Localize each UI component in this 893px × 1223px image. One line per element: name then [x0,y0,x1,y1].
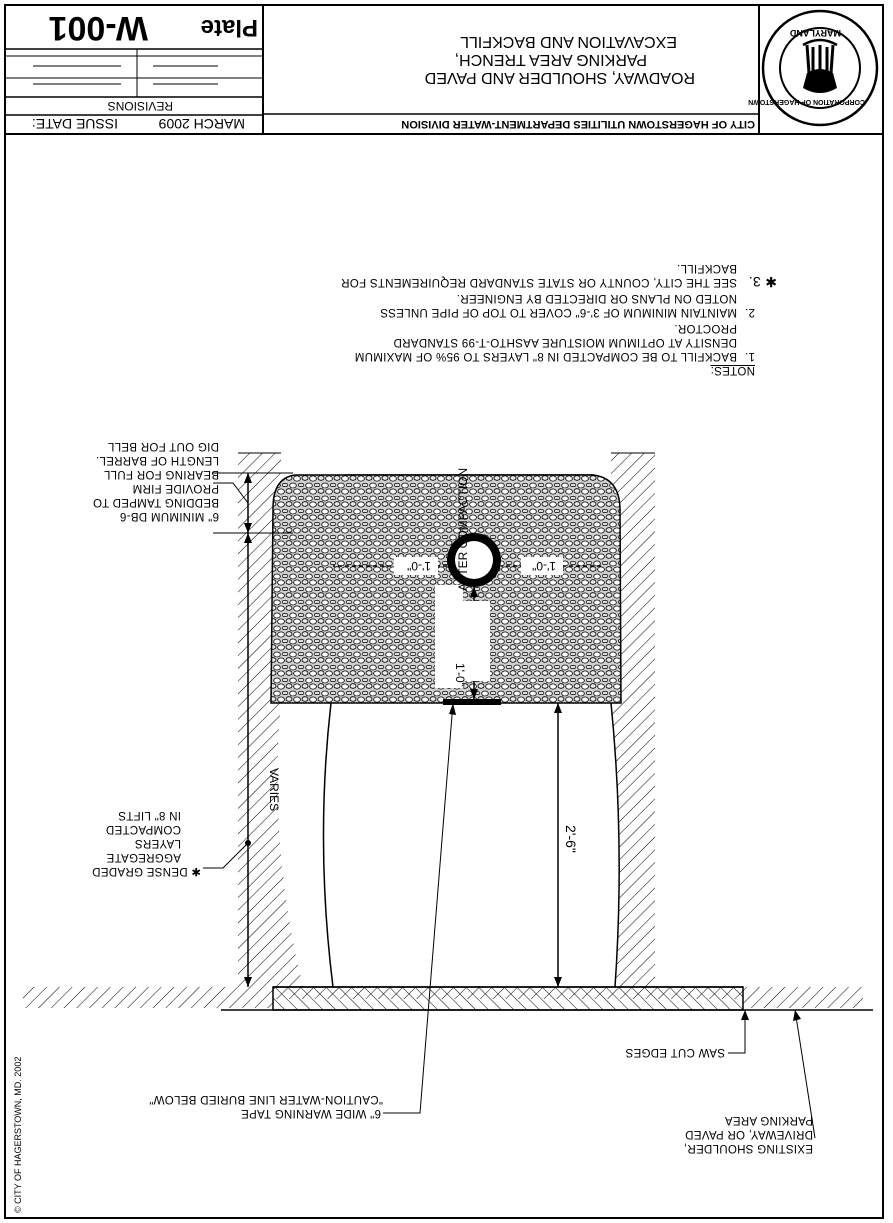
issue-date-label: ISSUE DATE: [31,116,118,132]
saw-cut-label: SAW CUT EDGES [625,1046,725,1058]
notes-heading: NOTES: [710,364,755,376]
warning-tape-callout: 6" WIDE WARNING TAPE "CAUTION-WATER LINE BURIED BELOW" [148,1093,383,1119]
note-item: 2. MAINTAIN MINIMUM OF 3'-6" COVER TO TOP OF PIPE UNLESS NOTED ON PLANS OR DIRECTED BY ENGINEER. [379,292,755,318]
warning-tape [443,699,501,705]
cover-depth-dim: 1'-0" [453,663,467,687]
revisions-label: REVISIONS [107,99,173,113]
aggregate-callout: ✱ DENSE GRADED AGGREGATE LAYERS COMPACTED IN 8" LIFTS [91,809,201,877]
seal-ring-text: CORPORATION OF HAGERSTOWN [748,98,865,105]
plate-number: W-001 [48,9,148,47]
note-item: ✱ 3. SEE THE CITY, COUNTY OR STATE STANDARD REQUIREMENTS FOR BACKFILL. [340,262,777,290]
note-item: 1. BACKFILL TO BE COMPACTED IN 8" LAYERS TO 95% OF MAXIMUM DENSITY AT OPTIMUM MOISTURE AASHTO-T-99 STANDARD PROCTOR. [354,322,755,362]
title-line-3: EXCAVATION AND BACKFILL [460,33,677,50]
issue-date: MARCH 2009 [158,116,245,132]
surface-depth-dim: 2'-6" [563,825,579,853]
bedding-callout: 6" MINIMUM DB-6 BEDDING TAMPED TO PROVIDE FIRM BEARING FOR FULL LENGTH OF BARREL. DIG OUT FOR BELL [92,440,219,522]
seal-top-text: MARYLAND [789,28,841,38]
copyright-label: © CITY OF HAGERSTOWN, MD. 2002 [13,1056,23,1213]
after-compaction-label: AFTER COMPACTION [456,467,470,591]
title-line-2: PARKING AREA TRENCH, [454,51,647,68]
notes-block [235,259,777,377]
plate-label: Plate [200,14,258,41]
title-line-1: ROADWAY, SHOULDER AND PAVED [424,69,695,86]
varies-label: VARIES [267,768,281,812]
department-label: CITY OF HAGERSTOWN UTILITIES DEPARTMENT-WATER DIVISION [401,118,755,130]
pavement-section [273,987,743,1010]
pipe-side-right-dim: 1'-0" [407,559,431,573]
existing-surface-callout: EXISTING SHOULDER, DRIVEWAY, OR PAVED PARKING AREA [683,1114,813,1154]
pipe-side-left-dim: 1'-0" [532,559,556,573]
